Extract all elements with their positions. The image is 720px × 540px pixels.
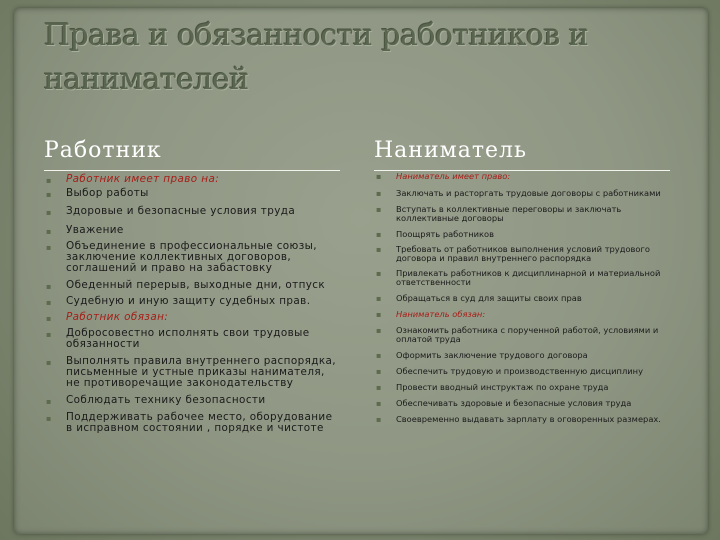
bullet-icon: ▪ [376,245,382,254]
worker-list-item [46,395,336,406]
worker-item-text: Работник обязан: [66,311,169,323]
bullet-icon: ▪ [46,414,52,423]
worker-list-item [46,296,336,307]
employer-list [376,172,676,424]
employer-item-text: Оформить заключение трудового договора [396,350,588,360]
employer-list-item [376,310,676,319]
employer-item-text: Требовать от работников выполнения условий трудового договора и правил внутреннего распорядка [396,244,650,263]
worker-item-text: Выбор работы [66,187,149,199]
employer-item-text: Наниматель обязан: [396,309,486,319]
employer-item-text: Провести вводный инструктаж по охране труда [396,382,609,392]
bullet-icon: ▪ [376,399,382,408]
bullet-icon: ▪ [376,310,382,319]
bullet-icon: ▪ [46,227,52,236]
bullet-icon: ▪ [376,367,382,376]
employer-item-text: Ознакомить работника с порученной работой, условиями и оплатой труда [396,325,659,344]
worker-item-text: Добросовестно исполнять свои трудовые обязанности [66,327,310,350]
bullet-icon: ▪ [376,326,382,335]
bullet-icon: ▪ [376,269,382,278]
worker-list-item [46,188,336,199]
employer-item-text: Вступать в коллективные переговоры и заключать коллективные договоры [396,204,622,223]
worker-item-text: Объединение в профессиональные союзы, заключение коллективных договоров, соглашений и право на забастовку [66,240,317,274]
worker-heading: Работник [44,138,162,163]
bullet-icon: ▪ [46,282,52,291]
employer-list-item [376,326,676,344]
bullet-icon: ▪ [376,415,382,424]
worker-list [46,174,336,434]
employer-list-item [376,172,676,181]
bullet-icon: ▪ [376,205,382,214]
employer-list-item [376,294,676,303]
worker-list-item [46,280,336,291]
employer-item-text: Своевременно выдавать зарплату в оговоренных размерах. [396,414,661,424]
worker-item-text: Уважение [66,224,124,236]
bullet-icon: ▪ [46,176,52,185]
employer-item-text: Заключать и расторгать трудовые договоры с работниками [396,188,661,198]
worker-list-item [46,328,336,350]
bullet-icon: ▪ [46,314,52,323]
employer-item-text: Обеспечить трудовую и производственную дисциплину [396,366,643,376]
employer-list-item [376,383,676,392]
bullet-icon: ▪ [376,189,382,198]
employer-item-text: Привлекать работников к дисциплинарной и материальной ответственности [396,268,661,287]
slide-title: Права и обязанности работников и нанимателей [44,18,589,97]
bullet-icon: ▪ [46,208,52,217]
worker-list-item [46,225,336,236]
worker-list-item [46,312,336,323]
employer-list-item [376,205,676,223]
bullet-icon: ▪ [46,243,52,252]
worker-item-text: Соблюдать технику безопасности [66,394,266,406]
worker-item-text: Судебную и иную защиту судебных прав. [66,295,311,307]
employer-item-text: Поощрять работников [396,229,494,239]
worker-item-text: Здоровые и безопасные условия труда [66,205,296,217]
worker-item-text: Поддерживать рабочее место, оборудование в исправном состоянии , порядке и чистоте [66,411,333,434]
worker-heading-underline [44,170,340,171]
bullet-icon: ▪ [376,351,382,360]
employer-heading: Наниматель [374,138,527,163]
bullet-icon: ▪ [376,230,382,239]
worker-list-item [46,356,336,389]
bullet-icon: ▪ [376,383,382,392]
bullet-icon: ▪ [376,294,382,303]
worker-item-text: Выполнять правила внутреннего распорядка, письменные и устные приказы нанимателя, не противоречащие законодательству [66,355,337,389]
employer-list-item [376,415,676,424]
employer-list-item [376,351,676,360]
worker-list-item [46,241,336,274]
employer-list-item [376,399,676,408]
employer-list-item [376,230,676,239]
employer-list-item [376,269,676,287]
worker-list-item [46,174,336,185]
worker-list-item [46,206,336,217]
bullet-icon: ▪ [46,190,52,199]
bullet-icon: ▪ [46,358,52,367]
bullet-icon: ▪ [376,172,382,181]
employer-list-item [376,189,676,198]
worker-item-text: Работник имеет право на: [66,173,220,185]
employer-item-text: Обращаться в суд для защиты своих прав [396,293,582,303]
bullet-icon: ▪ [46,298,52,307]
bullet-icon: ▪ [46,397,52,406]
worker-list-item [46,412,336,434]
employer-list-item [376,367,676,376]
employer-item-text: Наниматель имеет право: [396,171,511,181]
bullet-icon: ▪ [46,330,52,339]
employer-item-text: Обеспечивать здоровые и безопасные условия труда [396,398,632,408]
employer-list-item [376,245,676,263]
worker-item-text: Обеденный перерыв, выходные дни, отпуск [66,279,326,291]
